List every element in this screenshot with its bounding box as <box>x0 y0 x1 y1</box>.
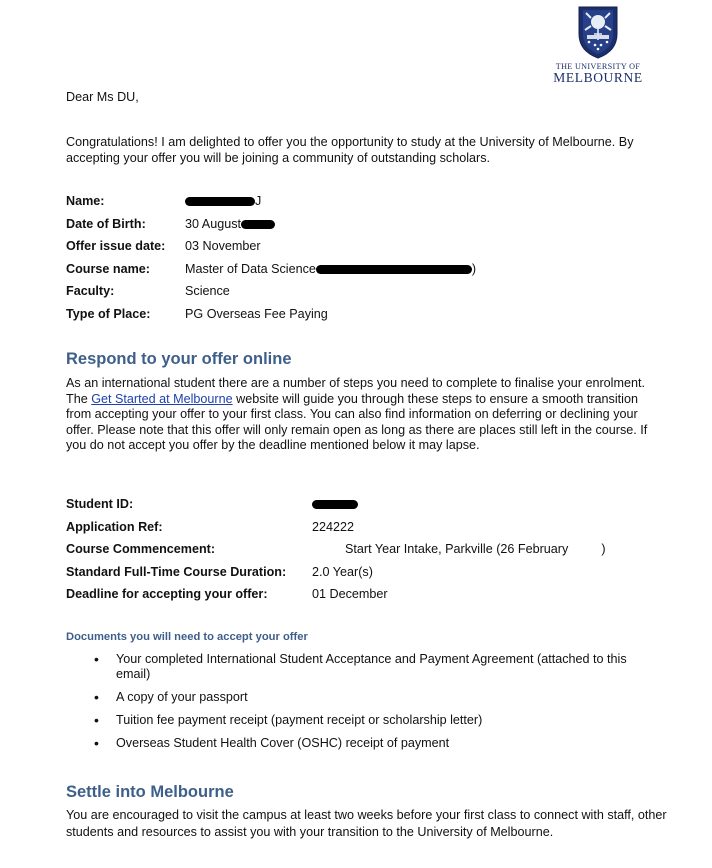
document-item: • Your completed International Student Acceptance and Payment Agreement (attached to this email) <box>92 652 652 683</box>
student-row-application-ref <box>66 516 666 539</box>
student-value-duration: 2.0 Year(s) <box>312 564 373 579</box>
detail-value-course-name: Master of Data Science ) <box>185 261 477 276</box>
documents-heading: Documents you will need to accept your offer <box>66 631 308 643</box>
student-row-deadline <box>66 583 666 606</box>
settle-paragraph: You are encouraged to visit the campus at least two weeks before your first class to connect with staff, other students and resources to assist you with your transition to the University of Melbourne. <box>66 808 667 839</box>
student-row-duration <box>66 561 666 584</box>
detail-row-name <box>66 190 626 213</box>
document-item: • Tuition fee payment receipt (payment receipt or scholarship letter) <box>92 713 652 728</box>
logo-line-1: THE UNIVERSITY OF <box>555 62 641 71</box>
student-details <box>66 493 666 606</box>
intro-paragraph: Congratulations! I am delighted to offer you the opportunity to study at the University of Melbourne. By accepting your offer you will be joining a community of outstanding scholars. <box>66 135 634 165</box>
get-started-link[interactable]: Get Started at Melbourne <box>91 391 233 406</box>
student-label: Course Commencement: <box>66 542 216 557</box>
document-item: • Overseas Student Health Cover (OSHC) receipt of payment <box>92 736 652 751</box>
student-label: Student ID: <box>66 497 134 511</box>
university-crest-icon <box>575 4 621 60</box>
redaction-mark <box>185 197 255 206</box>
redaction-mark <box>316 265 472 274</box>
student-value-commencement: Start Year Intake, Parkville (26 February ) <box>345 542 606 557</box>
detail-row-faculty <box>66 280 626 303</box>
detail-row-course-name <box>66 258 626 281</box>
detail-row-issue-date <box>66 235 626 258</box>
student-row-id <box>66 493 666 516</box>
detail-label: Course name: <box>66 261 150 276</box>
detail-value-faculty: Science <box>185 284 230 299</box>
student-value-deadline: 01 December <box>312 587 388 602</box>
student-value-application-ref: 224222 <box>312 519 355 534</box>
document-item: • A copy of your passport <box>92 690 652 705</box>
detail-label: Faculty: <box>66 284 115 299</box>
redaction-mark <box>241 220 275 229</box>
detail-label: Date of Birth: <box>66 216 146 231</box>
student-row-commencement <box>66 538 666 561</box>
detail-value-name: J <box>185 190 261 213</box>
detail-label: Type of Place: <box>66 306 151 321</box>
detail-row-type-of-place <box>66 303 626 326</box>
logo-line-2: MELBOURNE <box>553 70 643 85</box>
university-logo <box>552 4 644 94</box>
redaction-mark <box>312 500 358 509</box>
respond-heading: Respond to your offer online <box>66 350 292 368</box>
settle-heading: Settle into Melbourne <box>66 783 234 801</box>
detail-value-issue-date: 03 November <box>185 239 261 254</box>
detail-value-dob: 30 August <box>185 213 275 236</box>
student-label: Standard Full-Time Course Duration: <box>66 564 287 579</box>
detail-value-type-of-place: PG Overseas Fee Paying <box>185 306 328 321</box>
student-label: Deadline for accepting your offer: <box>66 587 268 602</box>
detail-label: Offer issue date: <box>66 239 166 254</box>
detail-row-dob <box>66 213 626 236</box>
detail-label: Name: <box>66 194 105 208</box>
respond-paragraph: As an international student there are a number of steps you need to complete to finalise your enrolment. The Get Started at Melbourne website will guide you through these steps to ensure a smooth transition from accepting your offer to your first class. You can also find information on deferring or declining your offer. Please note that this offer will only remain open as long as there are places still left in the course. If you do not accept you offer by the deadline mentioned below it may lapse. <box>66 376 648 452</box>
salutation: Dear Ms DU, <box>66 90 139 104</box>
student-value-id <box>312 493 358 516</box>
documents-list <box>92 652 652 758</box>
student-label: Application Ref: <box>66 519 163 534</box>
offer-details <box>66 190 626 326</box>
